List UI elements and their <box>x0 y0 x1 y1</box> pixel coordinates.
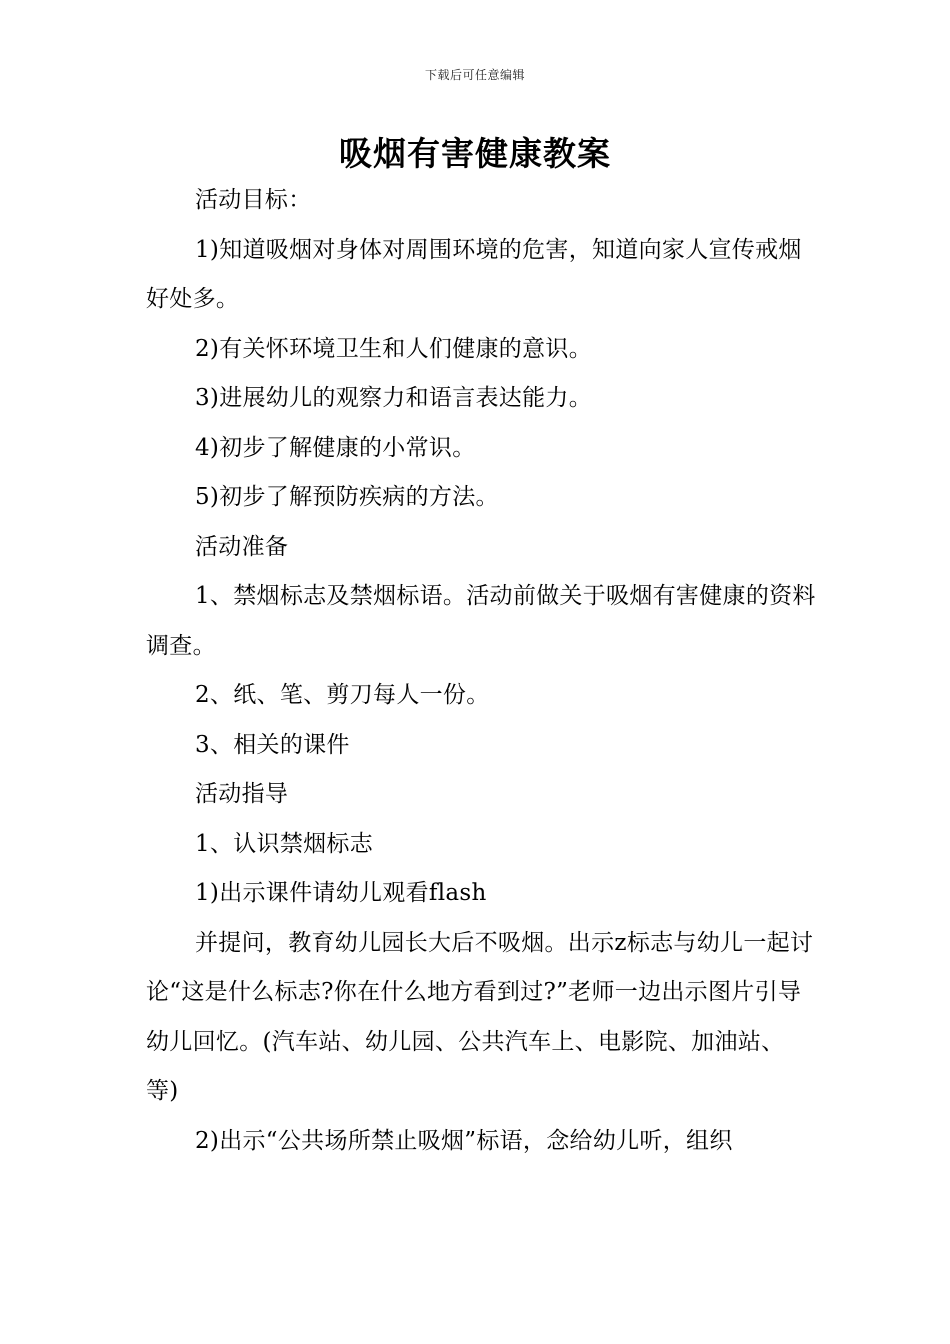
document-body <box>146 176 816 1166</box>
paragraph-guidance-step-1-1: 1)出示课件请幼儿观看flash <box>195 880 487 906</box>
paragraph-goal-3: 3)进展幼儿的观察力和语言表达能力。 <box>195 385 593 411</box>
paragraph-preparation-1: 1、禁烟标志及禁烟标语。活动前做关于吸烟有害健康的资料调查。 <box>146 583 816 659</box>
paragraph-guidance-step-1-2: 2)出示“公共场所禁止吸烟”标语，念给幼儿听，组织 <box>195 1127 733 1154</box>
paragraph-preparation-heading: 活动准备 <box>195 533 289 560</box>
paragraph-goal-1: 1)知道吸烟对身体对周围环境的危害，知道向家人宣传戒烟好处多。 <box>146 236 802 312</box>
document-title: 吸烟有害健康教案 <box>339 134 611 173</box>
paragraph-guidance-heading: 活动指导 <box>195 781 289 807</box>
paragraph-guidance-discussion: 并提问，教育幼儿园长大后不吸烟。出示z标志与幼儿一起讨论“这是什么标志?你在什么地方看到过?”老师一边出示图片引导幼儿回忆。(汽车站、幼儿园、公共汽车上、电影院、加油站、等) <box>146 929 814 1104</box>
paragraph-activity-goals-heading: 活动目标： <box>195 187 312 213</box>
header-note: 下载后可任意编辑 <box>424 68 525 82</box>
paragraph-goal-2: 2)有关怀环境卫生和人们健康的意识。 <box>195 335 593 362</box>
paragraph-preparation-3: 3、相关的课件 <box>195 731 350 758</box>
paragraph-preparation-2: 2、纸、笔、剪刀每人一份。 <box>195 682 490 708</box>
paragraph-goal-4: 4)初步了解健康的小常识。 <box>195 434 476 461</box>
paragraph-goal-5: 5)初步了解预防疾病的方法。 <box>195 484 499 510</box>
paragraph-guidance-step-1: 1、认识禁烟标志 <box>195 830 374 857</box>
